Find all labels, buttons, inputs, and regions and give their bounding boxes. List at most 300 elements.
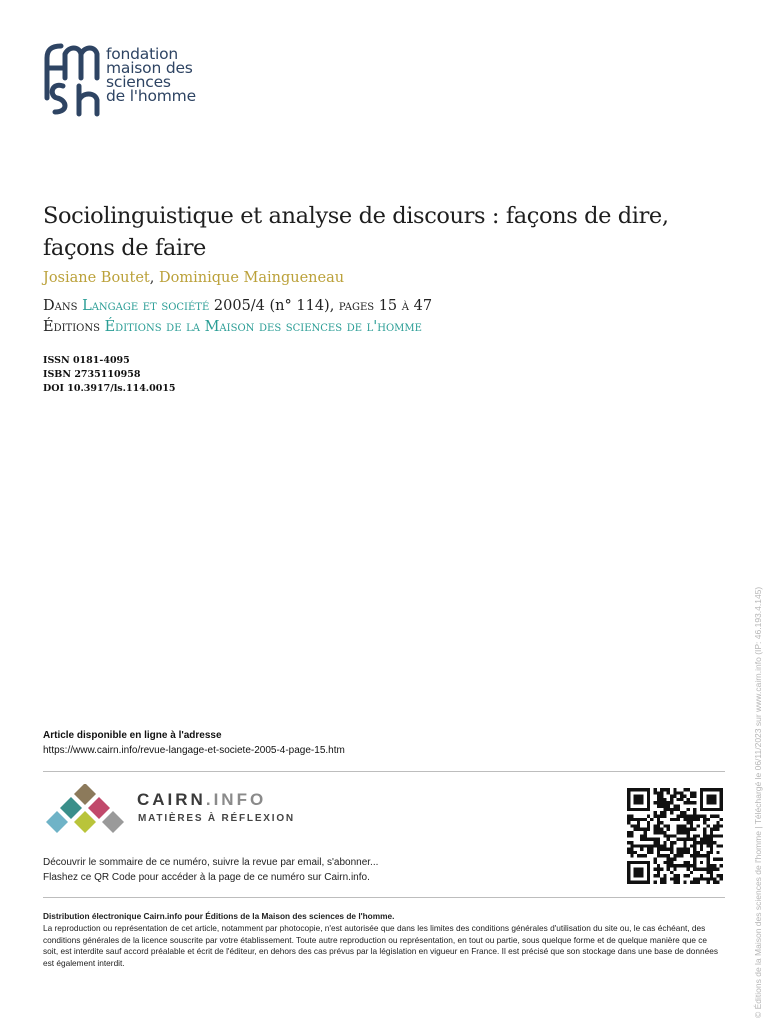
qr-module (687, 821, 690, 824)
qr-module (720, 844, 723, 847)
author-list: Josiane Boutet, Dominique Maingueneau (43, 270, 345, 286)
qr-module (703, 841, 706, 844)
qr-module (697, 881, 700, 884)
qr-module (667, 834, 670, 837)
qr-module (697, 877, 700, 880)
qr-module (703, 814, 706, 817)
qr-module (687, 798, 690, 801)
fmsh-line-3: sciences (106, 73, 171, 91)
qr-module (716, 834, 719, 837)
editions-label: Éditions (43, 319, 100, 335)
qr-module (687, 861, 690, 864)
qr-module (667, 838, 670, 841)
qr-module (640, 818, 643, 821)
qr-module (670, 801, 673, 804)
qr-module (637, 844, 640, 847)
qr-module (680, 831, 683, 834)
qr-module (667, 864, 670, 867)
qr-module (720, 864, 723, 867)
qr-module (706, 838, 709, 841)
qr-module (710, 874, 713, 877)
qr-module (713, 834, 716, 837)
qr-module (660, 788, 663, 791)
qr-module (670, 834, 673, 837)
qr-module (663, 831, 666, 834)
publisher-link[interactable]: Éditions de la Maison des sciences de l'homme (104, 319, 422, 335)
qr-module (663, 844, 666, 847)
qr-module (700, 844, 703, 847)
qr-module (653, 811, 656, 814)
qr-module (703, 818, 706, 821)
qr-module (710, 867, 713, 870)
qr-module (667, 854, 670, 857)
cairn-tagline: MATIÈRES À RÉFLEXION (138, 813, 295, 824)
article-title: Sociolinguistique et analyse de discours : façons de dire, façons de faire (43, 203, 669, 261)
qr-module (657, 848, 660, 851)
qr-module (716, 867, 719, 870)
qr-module (690, 828, 693, 831)
qr-module (680, 824, 683, 827)
qr-module (720, 818, 723, 821)
qr-module (690, 864, 693, 867)
qr-module (700, 841, 703, 844)
divider (43, 771, 725, 772)
discover-line-1: Découvrir le sommaire de ce numéro, suivre la revue par email, s'abonner... (43, 857, 379, 868)
qr-module (693, 828, 696, 831)
qr-module (660, 821, 663, 824)
qr-module (680, 828, 683, 831)
qr-module (673, 864, 676, 867)
qr-module (673, 867, 676, 870)
qr-module (657, 814, 660, 817)
qr-module (667, 848, 670, 851)
qr-module (713, 824, 716, 827)
article-url-link[interactable]: https://www.cairn.info/revue-langage-et-societe-2005-4-page-15.htm (43, 745, 345, 756)
qr-module (670, 811, 673, 814)
qr-module (630, 834, 633, 837)
qr-module (677, 805, 680, 808)
qr-module (713, 867, 716, 870)
qr-module (627, 831, 630, 834)
qr-module (660, 854, 663, 857)
qr-module (634, 844, 637, 847)
qr-module (677, 851, 680, 854)
qr-module (660, 831, 663, 834)
qr-module (697, 834, 700, 837)
legal-body: La reproduction ou représentation de cet article, notamment par photocopie, n'est autorisée que dans les limites des conditions générales d'utilisation du site ou, le cas échéant, des conditions générales de la licence souscrite par votre établissement. Toute autre reproduction ou représentation, en tout ou partie, sous quelque forme et de quelque manière que ce soit, est interdite sauf accord préalable et écrit de l'éditeur, en dehors des cas prévus par la législation en vigueur en France. Il est précisé que son stockage dans une base de données est également interdit. (43, 922, 718, 969)
qr-module (647, 828, 650, 831)
qr-module (683, 814, 686, 817)
qr-module (680, 854, 683, 857)
qr-module (640, 854, 643, 857)
qr-module (693, 838, 696, 841)
qr-module (703, 838, 706, 841)
qr-module (660, 877, 663, 880)
qr-module (670, 795, 673, 798)
qr-module (716, 858, 719, 861)
qr-module (673, 858, 676, 861)
qr-module (683, 844, 686, 847)
qr-module (680, 864, 683, 867)
qr-module (687, 831, 690, 834)
qr-module (657, 791, 660, 794)
qr-module (677, 854, 680, 857)
qr-module (693, 795, 696, 798)
qr-module (663, 881, 666, 884)
qr-module (634, 795, 644, 805)
qr-module (673, 791, 676, 794)
qr-module (713, 828, 716, 831)
qr-module (640, 844, 643, 847)
qr-module (710, 834, 713, 837)
qr-module (683, 841, 686, 844)
qr-module (663, 788, 666, 791)
qr-module (703, 831, 706, 834)
qr-module (690, 795, 693, 798)
qr-module (653, 861, 656, 864)
qr-module (657, 831, 660, 834)
qr-module (627, 818, 630, 821)
qr-module (680, 811, 683, 814)
qr-module (677, 828, 680, 831)
qr-module (653, 814, 656, 817)
qr-module (647, 851, 650, 854)
qr-module (673, 788, 676, 791)
qr-module (710, 841, 713, 844)
qr-module (710, 831, 713, 834)
qr-module (667, 824, 670, 827)
qr-module (700, 861, 703, 864)
qr-module (657, 801, 660, 804)
qr-module (697, 851, 700, 854)
cairn-diamond (46, 811, 68, 833)
qr-module (693, 881, 696, 884)
qr-module (663, 841, 666, 844)
qr-module (673, 881, 676, 884)
qr-module (677, 877, 680, 880)
qr-module (663, 854, 666, 857)
qr-module (710, 838, 713, 841)
qr-module (710, 814, 713, 817)
qr-module (644, 834, 647, 837)
qr-module (677, 824, 680, 827)
qr-module (630, 824, 633, 827)
qr-module (683, 788, 686, 791)
divider (43, 897, 725, 898)
qr-module (657, 864, 660, 867)
qr-module (653, 791, 656, 794)
qr-module (637, 824, 640, 827)
qr-module (673, 877, 676, 880)
discover-text (43, 855, 378, 885)
qr-module (670, 864, 673, 867)
qr-module (706, 841, 709, 844)
qr-module (683, 818, 686, 821)
qr-module (644, 844, 647, 847)
journal-link[interactable]: Langage et société (82, 298, 210, 314)
qr-module (657, 824, 660, 827)
qr-module (706, 877, 709, 880)
qr-module (716, 814, 719, 817)
qr-module (690, 814, 693, 817)
qr-module (660, 791, 663, 794)
qr-module (700, 874, 703, 877)
qr-module (680, 814, 683, 817)
qr-module (667, 867, 670, 870)
qr-module (713, 814, 716, 817)
qr-module (634, 851, 637, 854)
qr-module (683, 838, 686, 841)
qr-module (673, 818, 676, 821)
qr-module (670, 858, 673, 861)
cairn-diamond (60, 797, 82, 819)
qr-module (634, 828, 637, 831)
qr-module (693, 811, 696, 814)
fmsh-line-4: de l'homme (106, 87, 196, 105)
qr-module (653, 874, 656, 877)
qr-module (657, 874, 660, 877)
qr-module (697, 824, 700, 827)
qr-module (667, 861, 670, 864)
qr-module (706, 844, 709, 847)
qr-module (687, 864, 690, 867)
qr-module (683, 811, 686, 814)
isbn: ISBN 2735110958 (43, 369, 141, 380)
qr-module (673, 808, 676, 811)
qr-module (657, 871, 660, 874)
qr-module (653, 858, 656, 861)
qr-module (690, 844, 693, 847)
qr-module (690, 871, 693, 874)
qr-module (683, 881, 686, 884)
online-label: Article disponible en ligne à l'adresse (43, 730, 222, 741)
qr-module (634, 824, 637, 827)
qr-module (700, 848, 703, 851)
qr-module (706, 818, 709, 821)
qr-module (653, 824, 656, 827)
qr-module (657, 818, 660, 821)
qr-module (687, 814, 690, 817)
qr-module (650, 848, 653, 851)
qr-module (670, 871, 673, 874)
qr-module (693, 808, 696, 811)
qr-module (657, 795, 660, 798)
download-side-note: © Éditions de la Maison des sciences de l'homme | Téléchargé le 06/11/2023 sur www.cairn.info (IP: 46.193.4.145) (753, 586, 763, 1018)
qr-module (663, 874, 666, 877)
fmsh-line-1: fondation (106, 45, 178, 63)
qr-module (677, 848, 680, 851)
qr-module (650, 838, 653, 841)
qr-module (690, 818, 693, 821)
qr-module (670, 861, 673, 864)
qr-module (660, 801, 663, 804)
qr-module (716, 874, 719, 877)
qr-module (670, 851, 673, 854)
qr-module (653, 881, 656, 884)
qr-module (710, 851, 713, 854)
qr-module (677, 808, 680, 811)
cairn-diamond (102, 811, 124, 833)
qr-module (687, 867, 690, 870)
qr-module (690, 791, 693, 794)
qr-module (706, 881, 709, 884)
qr-module (667, 805, 670, 808)
qr-module (627, 834, 630, 837)
qr-module (680, 838, 683, 841)
qr-module (690, 881, 693, 884)
qr-module (687, 851, 690, 854)
qr-module (713, 841, 716, 844)
qr-module (720, 824, 723, 827)
qr-module (710, 864, 713, 867)
qr-module (663, 814, 666, 817)
qr-module (657, 828, 660, 831)
qr-module (657, 867, 660, 870)
qr-module (670, 848, 673, 851)
qr-module (716, 851, 719, 854)
cairn-logo-name: CAIRN.INFO (137, 790, 267, 809)
qr-module (634, 867, 644, 877)
qr-module (690, 824, 693, 827)
qr-module (710, 848, 713, 851)
author-link[interactable]: Dominique Maingueneau (158, 270, 345, 286)
qr-module (627, 848, 630, 851)
qr-module (663, 834, 666, 837)
issn: ISSN 0181-4095 (43, 355, 130, 366)
qr-module (687, 874, 690, 877)
qr-module (663, 877, 666, 880)
qr-module (703, 877, 706, 880)
qr-module (644, 828, 647, 831)
qr-module (693, 877, 696, 880)
qr-module (644, 831, 647, 834)
qr-module (660, 828, 663, 831)
qr-module (703, 821, 706, 824)
qr-module (706, 795, 716, 805)
qr-module (644, 818, 647, 821)
author-link[interactable]: Josiane Boutet (43, 270, 150, 286)
qr-module (667, 808, 670, 811)
qr-module (693, 814, 696, 817)
qr-module (680, 851, 683, 854)
qr-module (667, 788, 670, 791)
qr-module (693, 818, 696, 821)
qr-module (693, 841, 696, 844)
qr-module (627, 814, 630, 817)
qr-module (644, 838, 647, 841)
qr-module (630, 818, 633, 821)
qr-module (710, 877, 713, 880)
qr-module (690, 854, 693, 857)
qr-module (650, 851, 653, 854)
qr-module (630, 841, 633, 844)
qr-module (677, 814, 680, 817)
qr-module (640, 838, 643, 841)
qr-module (690, 821, 693, 824)
qr-module (677, 831, 680, 834)
qr-module (693, 851, 696, 854)
fmsh-logo-text (106, 47, 196, 103)
qr-code[interactable] (627, 788, 723, 884)
qr-module (706, 834, 709, 837)
qr-module (647, 838, 650, 841)
qr-module (650, 818, 653, 821)
qr-module (683, 874, 686, 877)
qr-module (700, 838, 703, 841)
qr-module (677, 864, 680, 867)
qr-module (627, 841, 630, 844)
qr-module (683, 864, 686, 867)
qr-module (700, 814, 703, 817)
qr-module (706, 824, 709, 827)
qr-module (653, 831, 656, 834)
qr-module (663, 824, 666, 827)
qr-module (697, 814, 700, 817)
qr-module (693, 848, 696, 851)
qr-module (673, 841, 676, 844)
qr-module (630, 854, 633, 857)
qr-module (640, 834, 643, 837)
journal-line: Dans Langage et société 2005/4 (n° 114), pages 15 à 47 (43, 298, 433, 314)
identifiers (43, 354, 176, 396)
qr-module (630, 814, 633, 817)
qr-module (710, 828, 713, 831)
qr-module (693, 834, 696, 837)
qr-module (677, 881, 680, 884)
qr-module (703, 834, 706, 837)
qr-module (660, 844, 663, 847)
cairn-diamond (74, 784, 96, 805)
qr-module (660, 795, 663, 798)
qr-module (647, 848, 650, 851)
qr-module (687, 848, 690, 851)
qr-module (660, 805, 663, 808)
qr-module (630, 831, 633, 834)
qr-module (647, 821, 650, 824)
cairn-diamond (88, 797, 110, 819)
qr-module (690, 801, 693, 804)
qr-module (660, 798, 663, 801)
qr-module (673, 834, 676, 837)
qr-module (680, 795, 683, 798)
qr-module (640, 848, 643, 851)
qr-module (713, 881, 716, 884)
legal-notice (43, 911, 723, 970)
qr-module (716, 824, 719, 827)
qr-module (644, 854, 647, 857)
qr-module (660, 881, 663, 884)
qr-module (637, 818, 640, 821)
qr-module (660, 867, 663, 870)
qr-module (687, 788, 690, 791)
qr-module (720, 877, 723, 880)
qr-module (713, 858, 716, 861)
qr-module (687, 834, 690, 837)
qr-module (697, 841, 700, 844)
qr-module (657, 844, 660, 847)
issue-label: 2005/4 (n° 114) (213, 298, 330, 314)
qr-module (653, 788, 656, 791)
qr-module (706, 871, 709, 874)
qr-module (680, 798, 683, 801)
qr-module (670, 877, 673, 880)
pages-label: pages 15 à 47 (338, 298, 433, 314)
publisher-line (43, 319, 422, 335)
qr-module (703, 828, 706, 831)
qr-module (677, 818, 680, 821)
qr-module (716, 844, 719, 847)
qr-module (670, 798, 673, 801)
